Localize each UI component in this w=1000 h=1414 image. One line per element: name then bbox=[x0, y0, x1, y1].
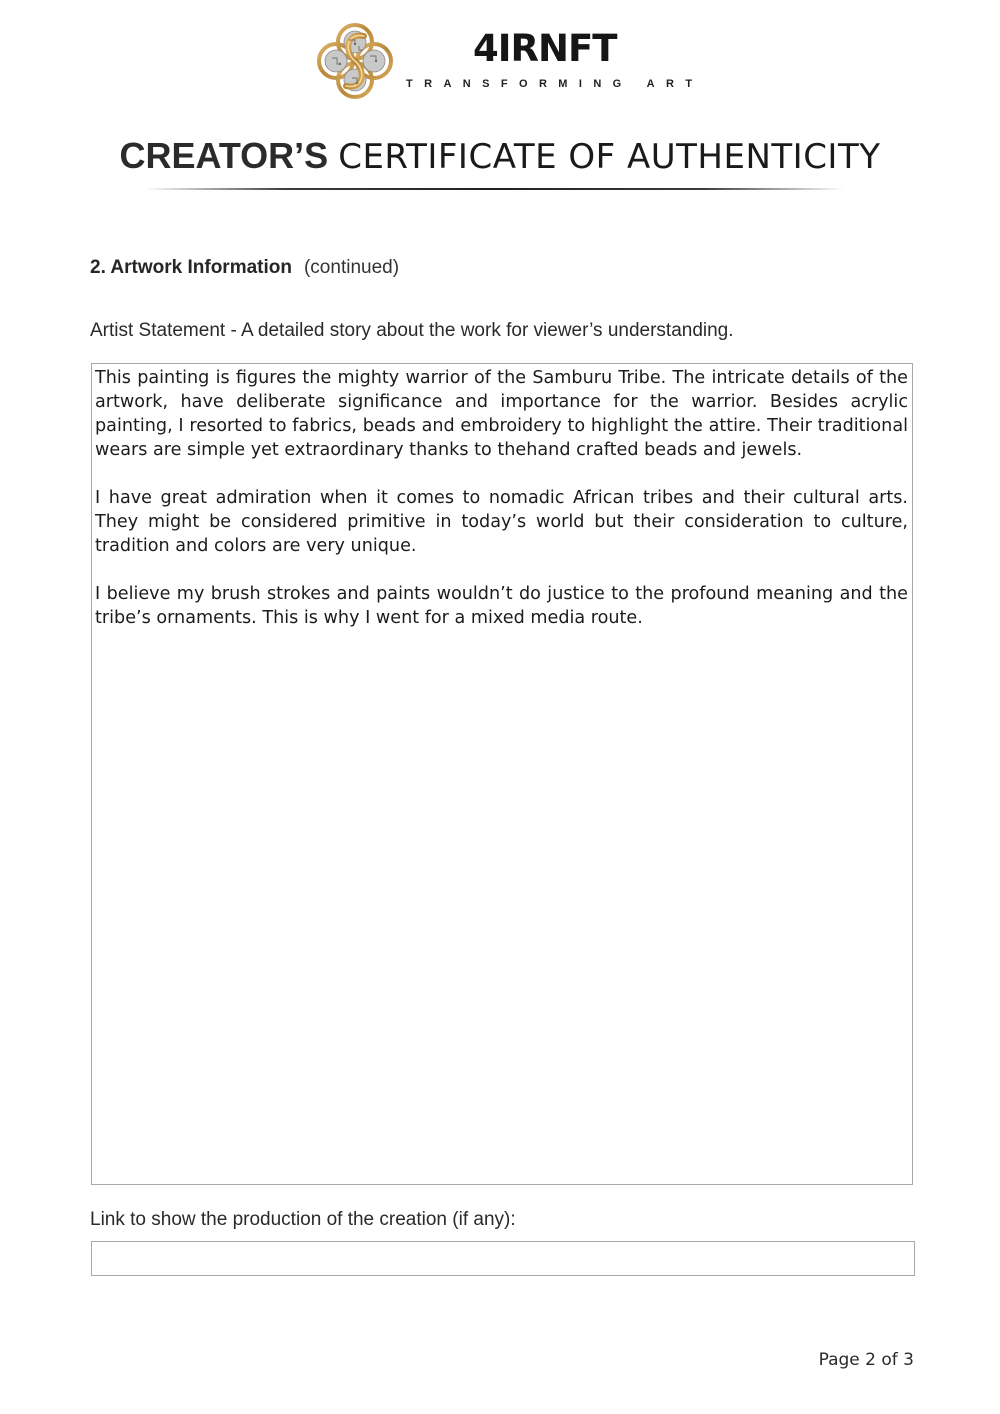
statement-paragraph: I have great admiration when it comes to nomadic African tribes and their cultural arts. They might be considered primitive in today’s world but their consideration to culture, tradition and colors are very unique. bbox=[95, 488, 908, 556]
certificate-title-strong: CREATOR’S bbox=[119, 135, 329, 176]
section-title: 2. Artwork Information bbox=[90, 257, 292, 278]
statement-paragraph: I believe my brush strokes and paints wouldn’t do justice to the profound meaning and the tribe’s ornaments. This is why I went for a mixed media route. bbox=[95, 584, 908, 628]
title-divider bbox=[145, 188, 845, 190]
artist-statement-field[interactable] bbox=[91, 363, 913, 1185]
production-link-field[interactable] bbox=[91, 1241, 915, 1276]
artist-statement-label: Artist Statement - A detailed story about the work for viewer’s understanding. bbox=[90, 320, 734, 341]
certificate-title bbox=[0, 136, 1000, 176]
page-number: Page 2 of 3 bbox=[818, 1350, 914, 1370]
production-link-label: Link to show the production of the creation (if any): bbox=[90, 1209, 516, 1230]
section-subtitle: (continued) bbox=[303, 257, 400, 278]
statement-paragraph: This painting is figures the mighty warrior of the Samburu Tribe. The intricate details of the artwork, have deliberate significance and importance for the warrior. Besides acrylic painting, I resorted to fabrics, beads and embroidery to highlight the attire. Their traditional wears are simple yet extraordinary thanks to thehand crafted beads and jewels. bbox=[95, 368, 908, 460]
brand-tagline: TRANSFORMING ART bbox=[406, 78, 704, 90]
certificate-title-light: CERTIFICATE OF AUTHENTICITY bbox=[338, 137, 881, 177]
section-heading bbox=[90, 257, 399, 279]
brand-name: 4IRNFT bbox=[473, 27, 617, 70]
logo-emblem-icon bbox=[316, 22, 394, 100]
brand-logo bbox=[316, 22, 704, 102]
